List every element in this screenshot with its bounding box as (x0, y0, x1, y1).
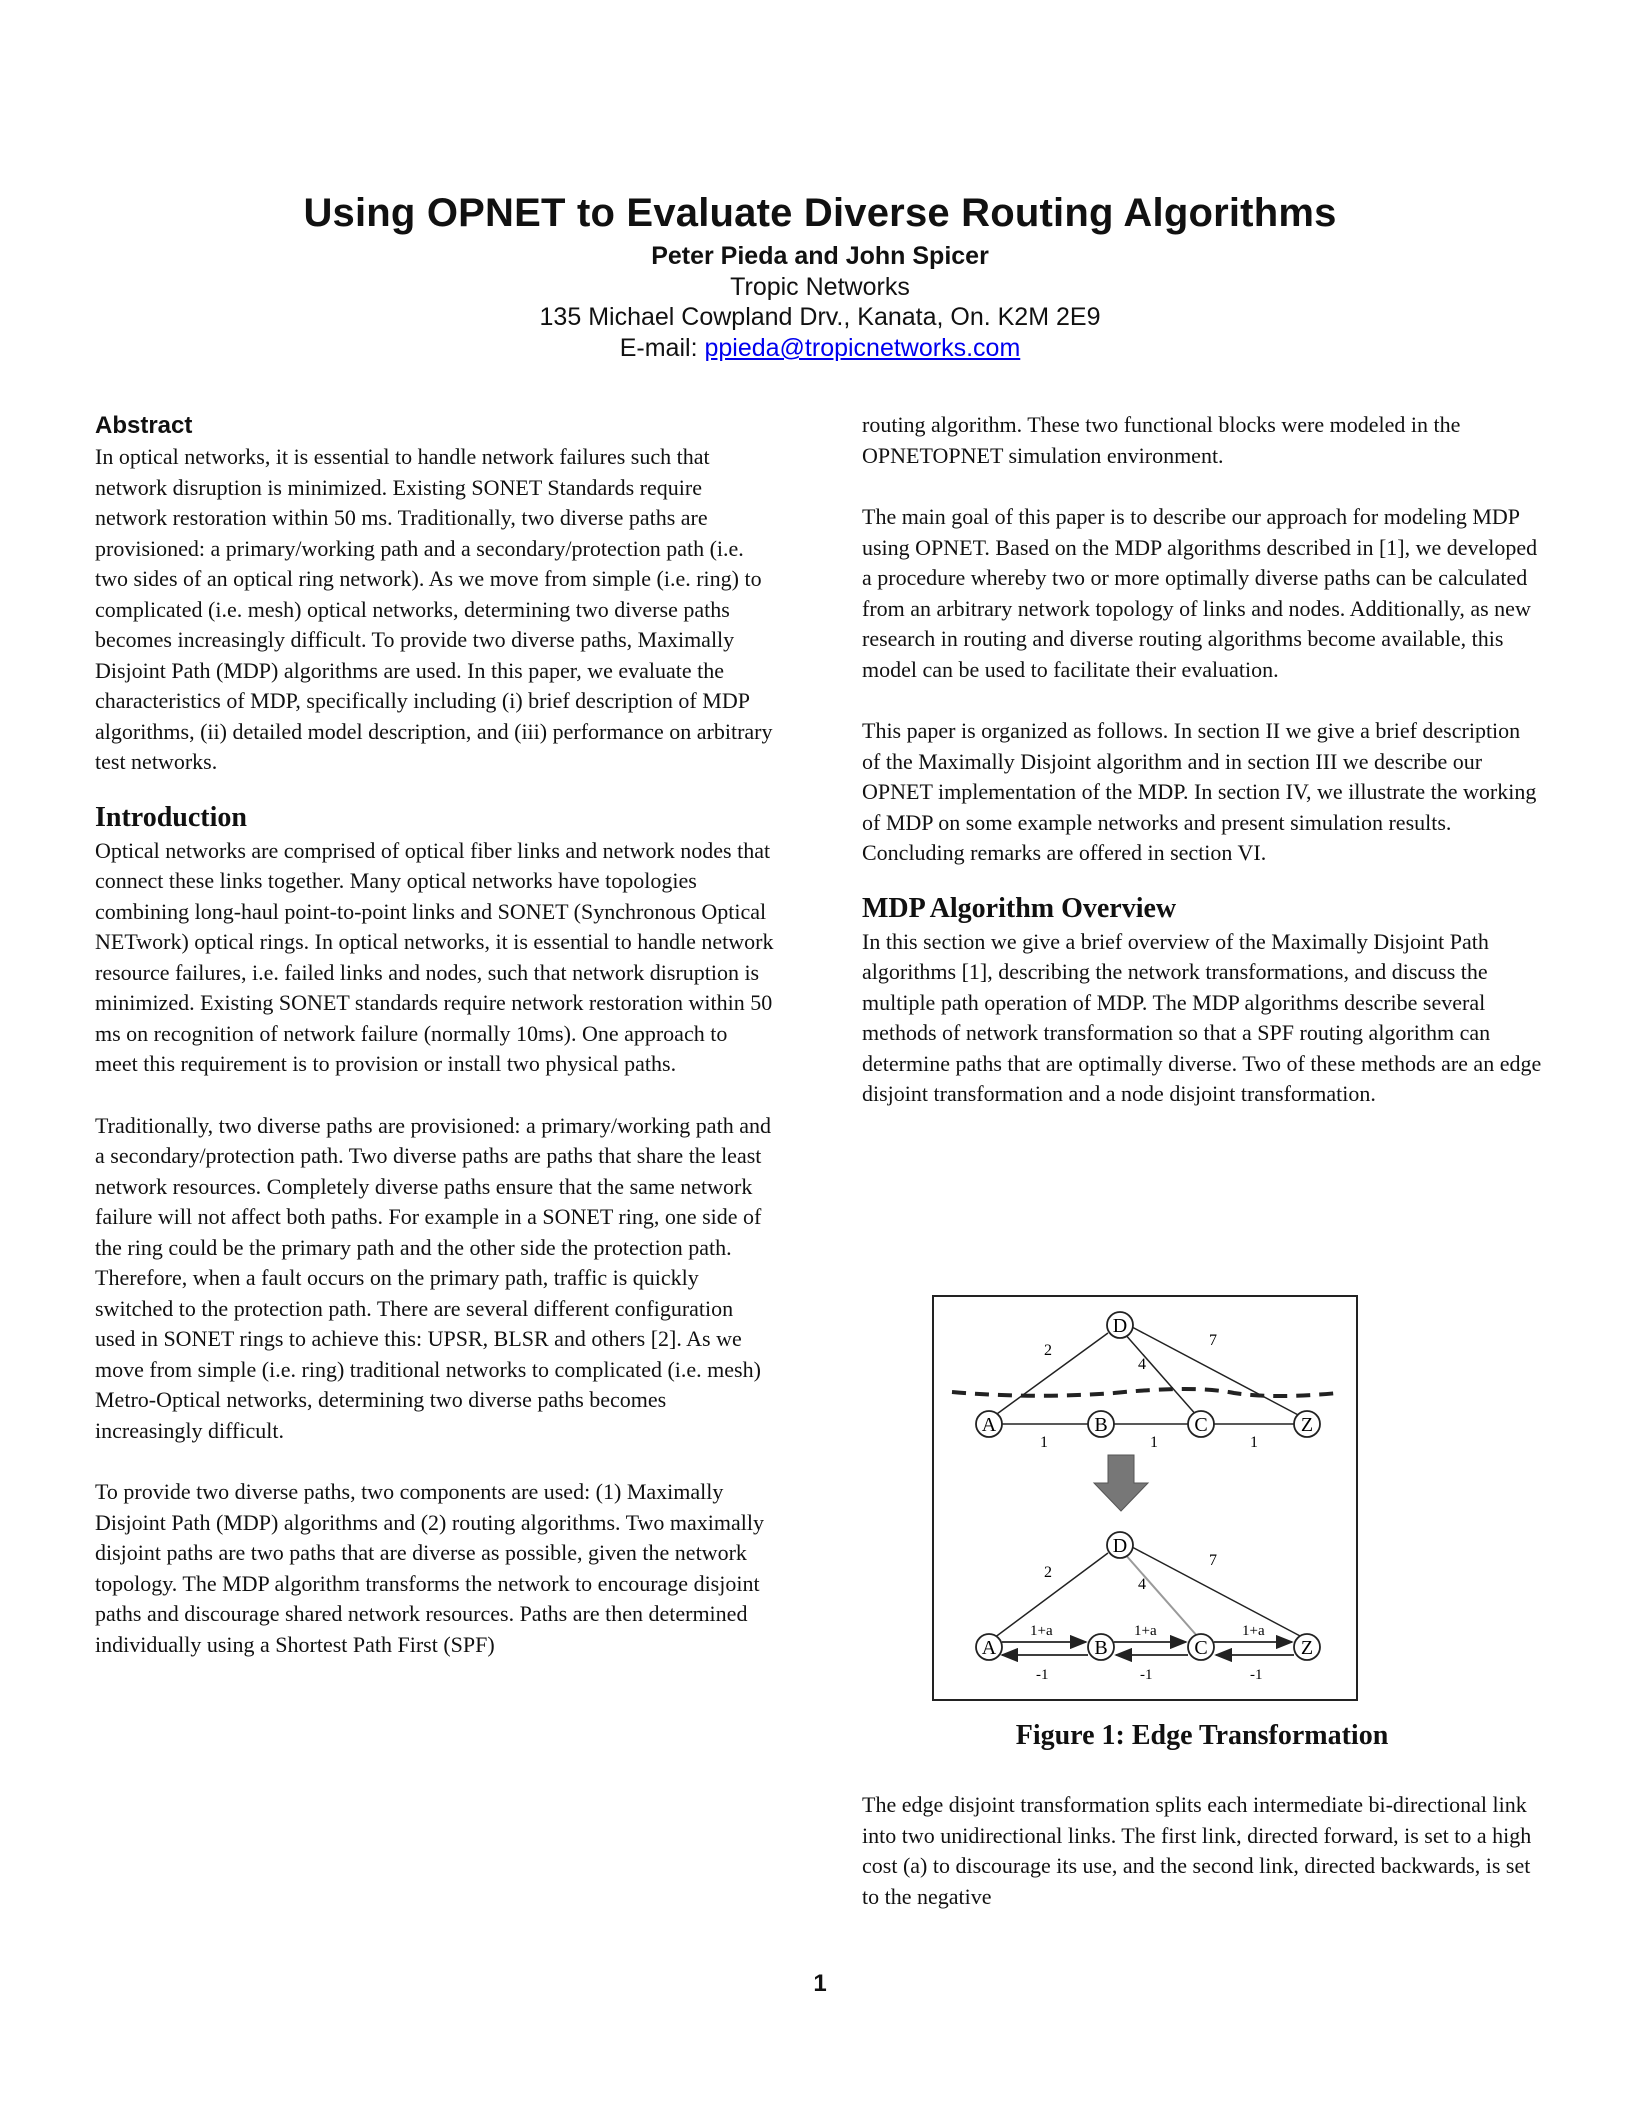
weight-forward-bc: 1+a (1134, 1623, 1157, 1639)
weight-bc-top: 1 (1150, 1434, 1158, 1451)
node-label: C (1194, 1414, 1208, 1436)
figure-diagram (934, 1297, 1356, 1699)
weight-cz-top: 1 (1250, 1434, 1258, 1451)
intro-paragraph-2: Traditionally, two diverse paths are provisioned: a primary/working path and a secondary/protection path. Two diverse paths are paths that share the least network resources. Completely diverse paths ensure that the same network failure will not affect both paths. For example in a SONET ring, one side of the ring could be the primary path and the other side the protection path. Therefore, when a fault occurs on the primary path, traffic is quickly switched to the protection path. There are several different configuration used in SONET rings to achieve this: UPSR, BLSR and others [2]. As we move from simple (i.e. ring) traditional networks to complicated (i.e. mesh) Metro-Optical networks, determining two diverse paths becomes increasingly difficult. (95, 1112, 771, 1443)
weight-forward-cz: 1+a (1242, 1623, 1265, 1639)
weight-forward-ab: 1+a (1030, 1623, 1053, 1639)
weight-backward-bc: -1 (1140, 1667, 1153, 1683)
author-organization: Tropic Networks (730, 273, 910, 301)
figure-caption: Figure 1: Edge Transformation (1015, 1720, 1389, 1751)
abstract-heading: Abstract (95, 412, 193, 439)
top-network (952, 1312, 1338, 1451)
abstract-text: In optical networks, it is essential to handle network failures such that network disruption is minimized. Existing SONET Standards require network restoration within 50 ms. Traditionally, two diverse paths are provisioned: a primary/working path and a secondary/protection path (i.e. two sides of an optical ring network). As we move from simple (i.e. ring) to complicated (i.e. mesh) optical networks, determining two diverse paths becomes increasingly difficult. To provide two diverse paths, Maximally Disjoint Path (MDP) algorithms are used. In this paper, we evaluate the characteristics of MDP, specifically including (i) brief description of MDP algorithms, (ii) detailed model description, and (iii) performance on arbitrary test networks. (95, 444, 773, 774)
node-label: A (981, 1414, 997, 1436)
edge-transformation-figure (932, 1295, 1358, 1701)
right-column (862, 410, 1542, 1110)
intro-paragraph-4: routing algorithm. These two functional blocks were modeled in the OPNETOPNET simulation environment. (862, 412, 1461, 468)
weight-dc-bottom: 4 (1138, 1576, 1146, 1593)
email-link[interactable]: ppieda@tropicnetworks.com (704, 334, 1021, 362)
weight-backward-ab: -1 (1036, 1667, 1049, 1683)
page-number: 1 (813, 1970, 827, 1997)
intro-paragraph-5: The main goal of this paper is to describe our approach for modeling MDP using OPNET. Based on the MDP algorithms described in [1], we developed a procedure whereby two or more optimally diverse paths can be calculated from an arbitrary network topology of links and nodes. Additionally, as new research in routing and diverse routing algorithms become available, this model can be used to facilitate their evaluation. (862, 504, 1538, 682)
intro-paragraph-3: To provide two diverse paths, two components are used: (1) Maximally Disjoint Path (MDP) algorithms and (2) routing algorithms. Two maximally disjoint paths are two paths that are diverse as possible, given the network topology. The MDP algorithm transforms the network to encourage disjoint paths and discourage shared network resources. Paths are then determined individually using a Shortest Path First (SPF) (95, 1479, 765, 1657)
node-c-bottom (1188, 1634, 1214, 1660)
node-a-bottom (976, 1634, 1002, 1660)
weight-dc-top: 4 (1138, 1356, 1146, 1373)
paper-authors: Peter Pieda and John Spicer (651, 242, 989, 270)
left-column (95, 410, 775, 1660)
node-label: B (1094, 1637, 1108, 1659)
mdp-paragraph-2: The edge disjoint transformation splits each intermediate bi-directional link into two unidirectional links. The first link, directed forward, is set to a high cost (a) to discourage its use, and the second link, directed backwards, is set to the negative (862, 1792, 1532, 1909)
node-z-bottom (1294, 1634, 1320, 1660)
node-label: C (1194, 1637, 1208, 1659)
node-label: B (1094, 1414, 1108, 1436)
weight-backward-cz: -1 (1250, 1667, 1263, 1683)
node-label: A (981, 1637, 997, 1659)
intro-paragraph-6: This paper is organized as follows. In section II we give a brief description of the Maximally Disjoint algorithm and in section III we describe our OPNET implementation of the MDP. In section IV, we illustrate the working of MDP on some example networks and present simulation results. Concluding remarks are offered in section VI. (862, 718, 1537, 865)
node-label: D (1112, 1315, 1128, 1337)
weight-ab-top: 1 (1040, 1434, 1048, 1451)
paper-title: Using OPNET to Evaluate Diverse Routing Algorithms (303, 191, 1337, 235)
author-address: 135 Michael Cowpland Drv., Kanata, On. K2M 2E9 (539, 303, 1101, 331)
cut-line (952, 1389, 1338, 1396)
node-d-bottom (1107, 1532, 1133, 1558)
edge-d-c-top (1124, 1333, 1198, 1417)
mdp-heading: MDP Algorithm Overview (862, 892, 1177, 924)
weight-ad-top: 2 (1044, 1342, 1052, 1359)
author-email-line (0, 333, 1640, 364)
weight-dz-top: 7 (1209, 1332, 1217, 1349)
email-label: E-mail: (619, 334, 705, 362)
node-c-top (1188, 1411, 1214, 1437)
transform-down-arrow (1094, 1455, 1148, 1511)
node-b-bottom (1088, 1634, 1114, 1660)
node-b-top (1088, 1411, 1114, 1437)
node-d-top (1107, 1312, 1133, 1338)
right-column-continued (862, 1768, 1542, 1934)
node-label: Z (1300, 1414, 1314, 1436)
node-label: Z (1300, 1637, 1314, 1659)
node-z-top (1294, 1411, 1320, 1437)
intro-paragraph-1: Optical networks are comprised of optical fiber links and network nodes that connect these links together. Many optical networks have topologies combining long-haul point-to-point links and SONET (Synchronous Optical NETwork) optical rings. In optical networks, it is essential to handle network resource failures, i.e. failed links and nodes, such that network disruption is minimized. Existing SONET standards require network restoration within 50 ms on recognition of network failure (normally 10ms). One approach to meet this requirement is to provision or install two physical paths. (95, 837, 774, 1076)
node-label: D (1112, 1535, 1128, 1557)
node-a-top (976, 1411, 1002, 1437)
weight-ad-bottom: 2 (1044, 1564, 1052, 1581)
bottom-network (976, 1532, 1320, 1683)
weight-dz-bottom: 7 (1209, 1552, 1217, 1569)
mdp-paragraph-1: In this section we give a brief overview of the Maximally Disjoint Path algorithms [1], describing the network transformations, and discuss the multiple path operation of MDP. The MDP algorithms describe several methods of network transformation so that a SPF routing algorithm can determine paths that are optimally diverse. Two of these methods are an edge disjoint transformation and a node disjoint transformation. (862, 928, 1542, 1106)
introduction-heading: Introduction (95, 801, 247, 833)
